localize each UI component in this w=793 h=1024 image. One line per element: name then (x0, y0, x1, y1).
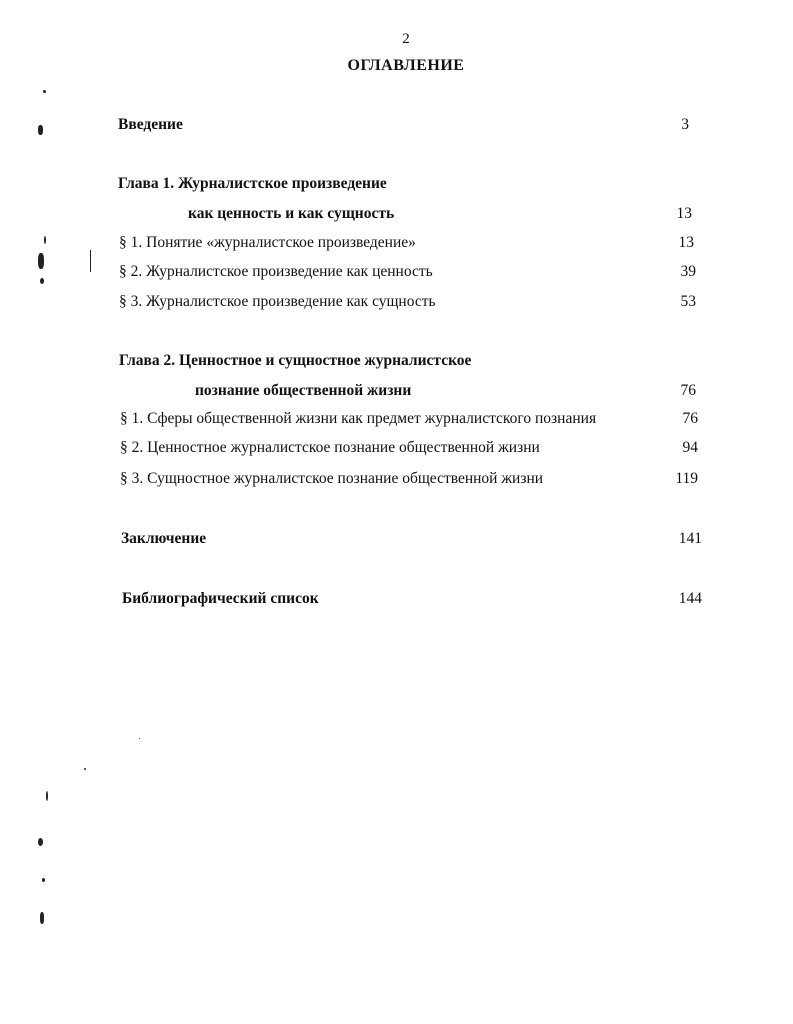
toc-section-2-3[interactable]: § 3. Сущностное журналистское познание общественной жизни (120, 470, 544, 487)
scan-speck (84, 768, 86, 770)
scan-speck (90, 250, 91, 272)
toc-entry-intro[interactable]: Введение (118, 116, 183, 133)
toc-page-section-2-2: 94 (682, 439, 698, 456)
toc-page-chapter-1: 13 (676, 205, 692, 222)
scan-speck (40, 278, 44, 284)
toc-page-conclusion: 141 (678, 530, 702, 547)
toc-page-bibliography: 144 (678, 590, 702, 607)
page-title: ОГЛАВЛЕНИЕ (347, 57, 465, 74)
toc-page-section-1-1: 13 (678, 234, 694, 251)
toc-page-section-1-2: 39 (680, 263, 696, 280)
toc-chapter-2-title[interactable]: Глава 2. Ценностное и сущностное журналистское (119, 352, 472, 369)
scan-speck (139, 738, 140, 739)
toc-chapter-1-subtitle[interactable]: как ценность и как сущность (188, 205, 395, 222)
toc-page-section-1-3: 53 (680, 293, 696, 310)
toc-section-1-1[interactable]: § 1. Понятие «журналистское произведение» (119, 234, 416, 251)
toc-entry-bibliography[interactable]: Библиографический список (122, 590, 319, 607)
toc-section-1-2[interactable]: § 2. Журналистское произведение как ценность (119, 263, 433, 280)
scan-speck (43, 90, 46, 93)
toc-entry-conclusion[interactable]: Заключение (121, 530, 207, 547)
page-number: 2 (402, 31, 410, 47)
scan-speck (38, 838, 43, 846)
toc-page-intro: 3 (681, 116, 689, 133)
scan-speck (46, 791, 48, 801)
scan-speck (38, 253, 44, 269)
toc-section-2-1[interactable]: § 1. Сферы общественной жизни как предмет журналистского познания (120, 410, 597, 427)
toc-section-1-3[interactable]: § 3. Журналистское произведение как сущность (119, 293, 436, 310)
toc-section-2-2[interactable]: § 2. Ценностное журналистское познание общественной жизни (120, 439, 540, 456)
toc-page-chapter-2: 76 (680, 382, 696, 399)
toc-chapter-2-subtitle[interactable]: познание общественной жизни (195, 382, 412, 399)
toc-chapter-1-title[interactable]: Глава 1. Журналистское произведение (118, 175, 387, 192)
toc-page-section-2-3: 119 (675, 470, 698, 487)
toc-page-section-2-1: 76 (682, 410, 698, 427)
scan-speck (42, 878, 45, 882)
scan-speck (40, 912, 44, 924)
scan-speck (44, 236, 46, 244)
scan-speck (38, 125, 43, 135)
